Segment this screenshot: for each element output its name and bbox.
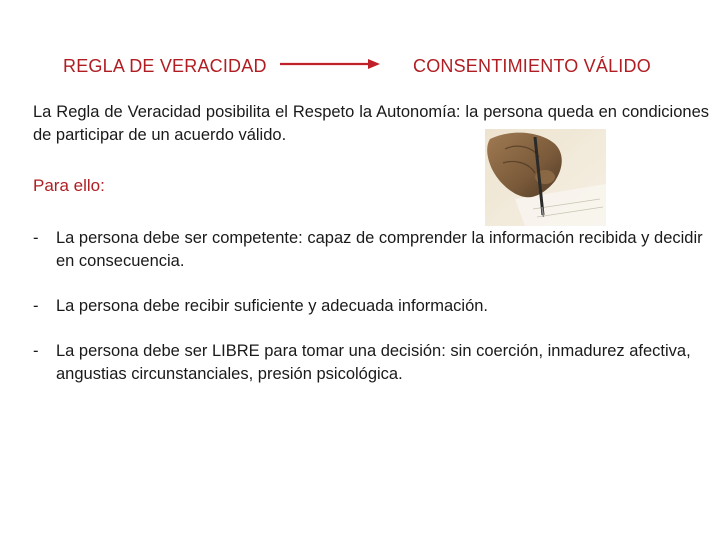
consent-title: CONSENTIMIENTO VÁLIDO xyxy=(413,56,651,76)
hand-writing-image xyxy=(485,129,606,226)
list-item-text: La persona debe recibir suficiente y adecuada información. xyxy=(56,297,489,315)
requirements-list xyxy=(33,227,717,408)
arrow-right-icon xyxy=(280,57,380,71)
list-item-text: La persona debe ser LIBRE para tomar una decisión: sin coerción, inmadurez afectiva, angustias circunstanciales, presión psicológica. xyxy=(56,342,691,383)
bullet-dash: - xyxy=(33,342,39,360)
bullet-dash: - xyxy=(33,297,39,315)
subheading: Para ello: xyxy=(33,176,105,195)
bullet-dash: - xyxy=(33,229,39,247)
rule-title: REGLA DE VERACIDAD xyxy=(63,56,267,76)
list-item xyxy=(33,227,717,273)
list-item xyxy=(33,340,717,386)
list-item-text: La persona debe ser competente: capaz de comprender la información recibida y decidir en consecuencia. xyxy=(56,229,703,270)
list-item xyxy=(33,295,717,318)
intro-paragraph: La Regla de Veracidad posibilita el Respeto la Autonomía: la persona queda en condiciones de participar de un acuerdo válido. xyxy=(33,103,709,144)
